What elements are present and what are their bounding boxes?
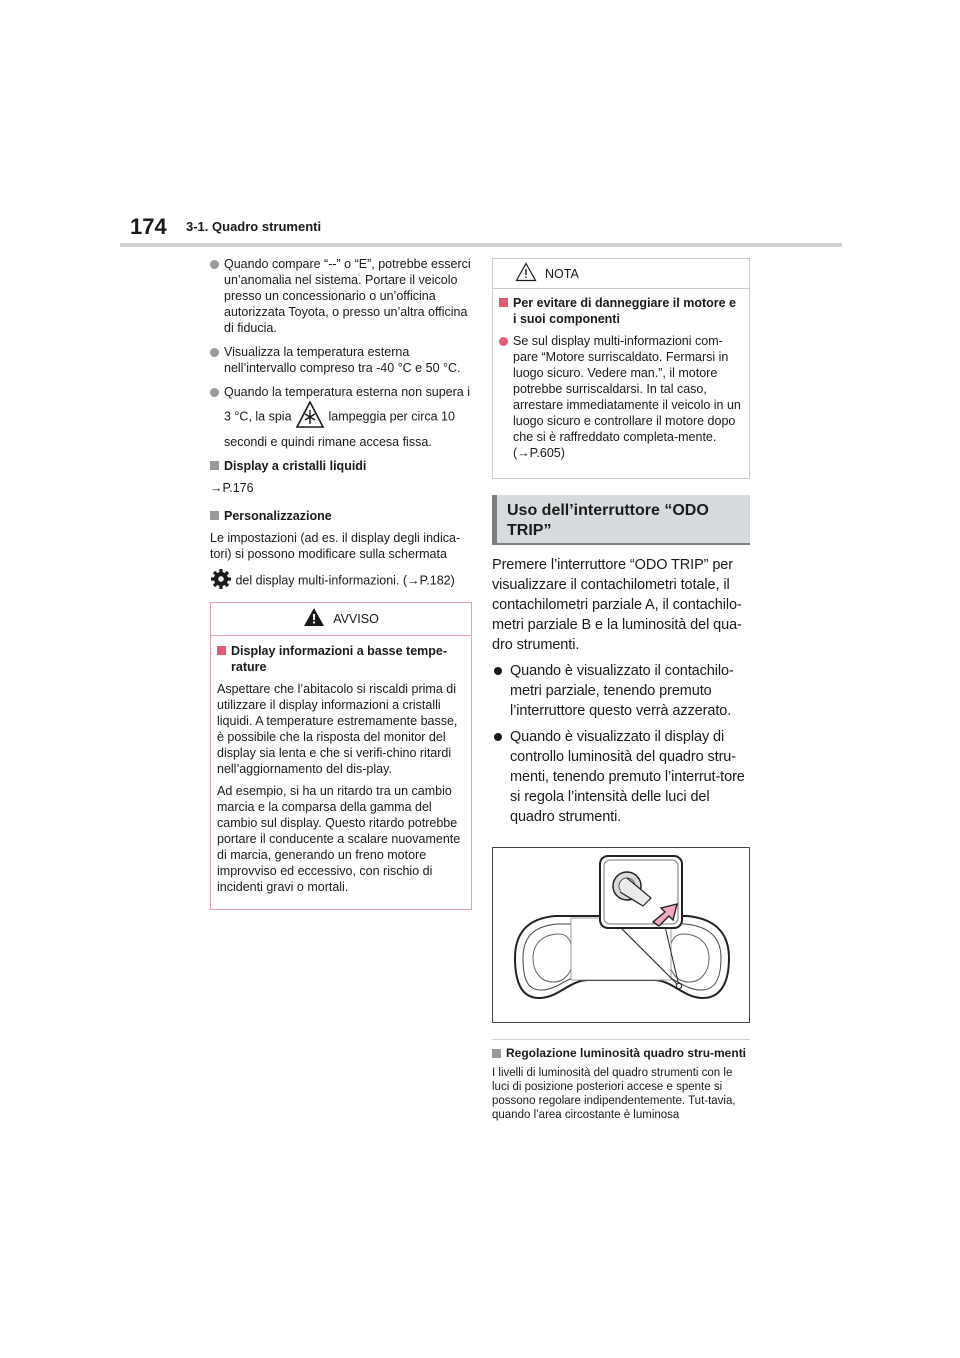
list-item: Quando compare “--” o “E”, potrebbe esserci un’anomalia nel sistema. Portare il veicolo presso un concessionario o un’officina autorizzata Toyota, o presso un’altra officina di fiducia. xyxy=(210,256,472,336)
note-heading: Per evitare di danneggiare il motore e i suoi componenti xyxy=(499,295,741,327)
brightness-heading: Regolazione luminosità quadro stru-menti xyxy=(492,1046,750,1060)
warning-paragraph: Aspettare che l’abitacolo si riscaldi prima di utilizzare il display informazioni a cristalli liquidi. A temperature estremamente basse, è possibile che la risposta del monitor del display sia lenta e che si verifi-chino ritardi nell’aggiornamento del dis-play. xyxy=(217,682,458,776)
banner-line: TRIP” xyxy=(507,522,552,539)
warning-box xyxy=(210,602,472,910)
note-label: NOTA xyxy=(545,266,579,281)
list-item-temperature xyxy=(210,384,472,450)
list-item: Quando è visualizzato il display di controllo luminosità del quadro stru-menti, tenendo premuto l’interrut-tore si regola l’intensità delle luci del quadro strumenti. xyxy=(492,727,750,827)
note-header xyxy=(493,259,749,289)
brightness-text: I livelli di luminosità del quadro strumenti con le luci di posizione posteriori accese e spente si possono regolare indipendentemente. Tut-tavia, quando l’area circostante è luminosa xyxy=(492,1067,736,1121)
gear-icon xyxy=(210,568,232,594)
temp-text-after: lampeggia per circa 10 secondi e quindi rimane accesa fissa. xyxy=(224,409,455,449)
custom-text-end: del display multi-informazioni. (→P.182) xyxy=(235,573,455,588)
temp-text-before: Quando la temperatura esterna non supera i 3 °C, la spia xyxy=(224,385,470,424)
warning-body xyxy=(211,636,471,909)
note-bullet: Se sul display multi-informazioni com-pare “Motore surriscaldato. Fermarsi in luogo sicuro. Vedere man.”, il motore potrebbe surriscaldarsi. In tal caso, arrestare immediatamente il veicolo in un luogo sicuro e controllare il motore dopo che si è raffreddato completa-mente. (→P.605) xyxy=(499,333,741,461)
custom-heading: Personalizzazione xyxy=(210,508,472,524)
warning-label: AVVISO xyxy=(333,612,379,626)
warning-heading: Display informazioni a basse tempe-rature xyxy=(217,643,463,675)
page-number: 174 xyxy=(130,214,167,239)
warning-triangle-icon xyxy=(303,607,325,631)
ice-warning-icon xyxy=(295,400,325,434)
list-item: Quando è visualizzato il contachilo-metri parziale, tenendo premuto l’interruttore questo verrà azzerato. xyxy=(492,661,750,721)
list-item: Visualizza la temperatura esterna nell’intervallo compreso tra -40 °C e 50 °C. xyxy=(210,344,472,376)
section-title: 3-1. Quadro strumenti xyxy=(186,219,322,234)
instrument-cluster-illustration xyxy=(492,847,750,1023)
main-text xyxy=(492,555,750,827)
banner-line: Uso dell’interruttore “ODO xyxy=(507,502,709,519)
custom-text-line xyxy=(210,568,472,594)
intro-paragraph: Premere l’interruttore “ODO TRIP” per visualizzare il contachilometri totale, il contachilometri parziale A, il contachilo-metri parziale B e la luminosità del qua-dro strumenti. xyxy=(492,557,742,653)
warning-paragraph: Ad esempio, si ha un ritardo tra un cambio marcia e la comparsa della gamma del cambio sul display. Questo ritardo potrebbe portare il conducente a scalare nuovamente di marcia, generando un freno motore improvviso ed eccessivo, con rischio di incidenti gravi o mortali. xyxy=(217,784,461,894)
note-box xyxy=(492,258,750,479)
brightness-section xyxy=(492,1046,750,1122)
lcd-heading: Display a cristalli liquidi xyxy=(210,458,472,474)
right-column xyxy=(492,258,750,1128)
warning-header xyxy=(211,603,471,636)
cluster-drawing xyxy=(493,848,749,1022)
header-rule xyxy=(120,243,842,247)
section-banner xyxy=(492,495,750,545)
lcd-page-ref[interactable]: →P.176 xyxy=(210,481,254,495)
left-column xyxy=(210,256,472,910)
custom-text: Le impostazioni (ad es. il display degli indica-tori) si possono modificare sulla schermata xyxy=(210,531,461,561)
section-rule xyxy=(492,1039,750,1040)
caution-triangle-icon xyxy=(515,262,537,286)
note-body xyxy=(493,289,749,478)
